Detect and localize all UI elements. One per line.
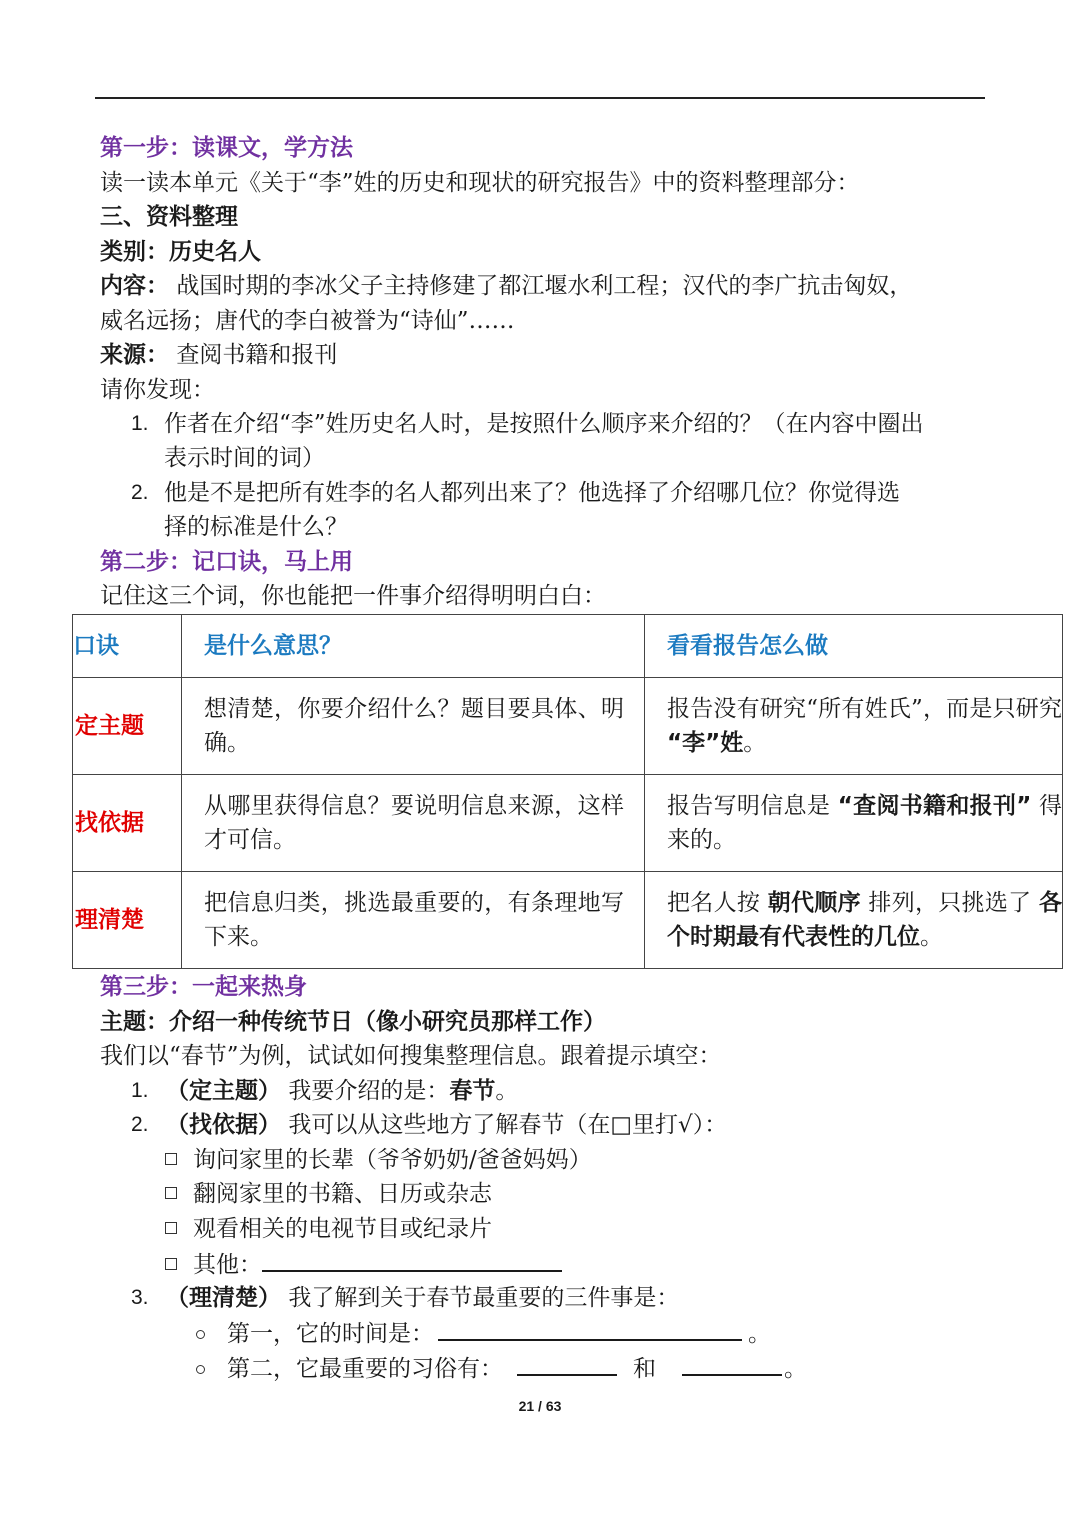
row-report (645, 678, 1063, 775)
custom-blank-2[interactable] (682, 1350, 782, 1376)
bullet-circle-icon (196, 1330, 205, 1339)
report-text: 报告写明信息是 (667, 793, 838, 819)
source-line (100, 338, 337, 372)
content-line-2: 威名远扬；唐代的李白被誉为“诗仙”…… (100, 308, 515, 334)
category-line (100, 235, 261, 269)
header-mnemonic: 口诀 (73, 615, 182, 678)
row-key: 找依据 (73, 775, 182, 872)
option-label: 观看相关的电视节目或纪录片 (193, 1216, 492, 1242)
item-2-line (166, 1108, 727, 1142)
step3-intro: 我们以“春节”为例，试试如何搜集整理信息。跟着提示填空： (100, 1043, 722, 1069)
checkbox-icon[interactable] (165, 1153, 177, 1165)
question-1-line-2: 表示时间的词） (164, 445, 325, 471)
row-key: 理清楚 (73, 872, 182, 969)
report-bold: “查阅书籍和报刊” (837, 793, 1032, 819)
source-label: 来源： (100, 342, 169, 368)
option-label: 询问家里的长辈（爷爷奶奶/爸爸妈妈） (193, 1147, 592, 1173)
question-1-line-1: 作者在介绍“李”姓历史名人时，是按照什么顺序来介绍的？（在内容中圈出 (164, 411, 924, 437)
source-value: 查阅书籍和报刊 (176, 342, 338, 368)
step2-intro: 记住这三个词，你也能把一件事介绍得明明白白： (100, 583, 606, 609)
step1-intro: 读一读本单元《关于“李”姓的历史和现状的研究报告》中的资料整理部分： (100, 170, 860, 196)
row-key: 定主题 (73, 678, 182, 775)
question-2-number: 2. (131, 481, 149, 504)
sub-2-text: 第二，它最重要的习俗有： (227, 1356, 503, 1382)
method-table (72, 614, 1063, 969)
category-value: 历史名人 (169, 239, 261, 265)
sub-1-text: 第一，它的时间是： (227, 1321, 434, 1347)
item-3-line (166, 1281, 679, 1315)
item-1-tag: （定主题） (166, 1078, 281, 1104)
option-label: 其他： (193, 1252, 262, 1278)
step3-theme: 主题：介绍一种传统节日（像小研究员那样工作） (100, 1009, 606, 1035)
item-3-text: 我了解到关于春节最重要的三件事是： (288, 1285, 680, 1311)
row-report (645, 775, 1063, 872)
item-2-text: 我可以从这些地方了解春节（在□里打√）： (288, 1112, 728, 1138)
row-meaning: 把信息归类，挑选最重要的，有条理地写下来。 (182, 872, 645, 969)
content-text-1: 战国时期的李冰父子主持修建了都江堰水利工程；汉代的李广抗击匈奴， (176, 273, 913, 299)
report-bold: “李”姓 (667, 730, 744, 756)
option-label: 翻阅家里的书籍、日历或杂志 (193, 1181, 492, 1207)
question-2-line-2: 择的标准是什么？ (164, 514, 348, 540)
question-1-number: 1. (131, 412, 149, 435)
step3-title: 第三步：一起来热身 (100, 974, 307, 1000)
page-number: 21 / 63 (518, 1398, 562, 1414)
checkbox-icon[interactable] (165, 1258, 177, 1270)
content-line-1 (100, 269, 912, 303)
other-blank[interactable] (262, 1246, 562, 1272)
item-3-number: 3. (131, 1286, 149, 1309)
table-row (73, 678, 1063, 775)
row-report (645, 872, 1063, 969)
sub-item-customs (196, 1350, 807, 1386)
category-label: 类别： (100, 239, 169, 265)
option-read-books[interactable] (165, 1177, 492, 1211)
discover-label: 请你发现： (100, 377, 215, 403)
sub-2-end: 。 (784, 1356, 807, 1382)
header-rule (95, 97, 985, 99)
header-report: 看看报告怎么做 (645, 615, 1063, 678)
report-text: 把名人按 (667, 890, 768, 916)
option-other[interactable] (165, 1246, 568, 1282)
checkbox-icon[interactable] (165, 1222, 177, 1234)
report-text: 报告没有研究“所有姓氏”，而是只研究 (667, 696, 1062, 722)
report-bold: 各个时期最有代表性的几位 (667, 890, 1062, 950)
sub-item-time (196, 1315, 771, 1351)
custom-blank-1[interactable] (517, 1350, 617, 1376)
table-header-row (73, 615, 1063, 678)
step1-title: 第一步：读课文，学方法 (100, 135, 353, 161)
step2-title: 第二步：记口诀，马上用 (100, 549, 353, 575)
sub-2-and: 和 (633, 1356, 656, 1382)
table-row (73, 872, 1063, 969)
report-text: 。 (920, 924, 943, 950)
header-meaning: 是什么意思？ (182, 615, 645, 678)
item-1-answer: 春节 (449, 1078, 496, 1104)
content-label: 内容： (100, 273, 169, 299)
report-bold: 朝代顺序 (767, 890, 861, 916)
item-1-end: 。 (495, 1078, 519, 1104)
report-text: 。 (743, 730, 767, 756)
bullet-circle-icon (196, 1365, 205, 1374)
section-heading: 三、资料整理 (100, 204, 238, 230)
question-2-line-1: 他是不是把所有姓李的名人都列出来了？他选择了介绍哪几位？你觉得选 (164, 480, 900, 506)
checkbox-icon[interactable] (165, 1187, 177, 1199)
time-blank[interactable] (438, 1315, 742, 1341)
item-2-tag: （找依据） (166, 1112, 281, 1138)
report-text: 排列，只挑选了 (860, 890, 1039, 916)
option-watch-tv[interactable] (165, 1212, 492, 1246)
item-3-tag: （理清楚） (166, 1285, 281, 1311)
item-1-number: 1. (131, 1079, 149, 1102)
option-ask-elders[interactable] (165, 1143, 592, 1177)
item-2-number: 2. (131, 1113, 149, 1136)
item-1-text: 我要介绍的是： (288, 1078, 450, 1104)
row-meaning: 想清楚，你要介绍什么？题目要具体、明确。 (182, 678, 645, 775)
table-row (73, 775, 1063, 872)
report-text: 得来的。 (667, 793, 1063, 853)
row-meaning: 从哪里获得信息？要说明信息来源，这样才可信。 (182, 775, 645, 872)
sub-1-end: 。 (748, 1321, 771, 1347)
item-1-line (166, 1074, 518, 1108)
